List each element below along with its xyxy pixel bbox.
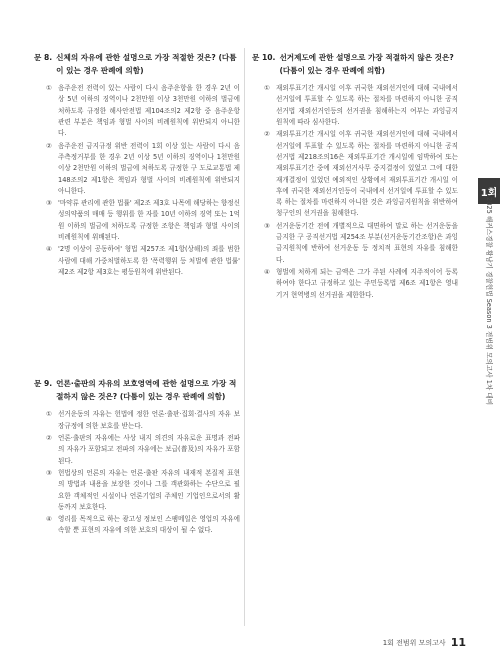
question-10 bbox=[252, 52, 458, 301]
option-list bbox=[46, 83, 240, 278]
option-text: 형벌에 처하게 되는 금액은 그가 주된 사례에 지주적이어 등록하여야 한다고 규정하고 있는 주민등록법 제6조 제1항은 영내 기거 현역병의 선거권을 제한한다. bbox=[276, 267, 458, 299]
option-item bbox=[264, 83, 458, 128]
option-list bbox=[264, 83, 458, 301]
option-text: 선거운동기간 전에 개별적으로 대면하여 말로 하는 선거운동을 금지한 구 공직선거법 제254조 부분(선거운동기간조항)은 과잉금지원칙에 반하여 선거운동 등 정치적 표현의 자유를 침해한다. bbox=[276, 221, 458, 264]
option-mark: ① bbox=[264, 84, 270, 93]
option-mark: ④ bbox=[264, 267, 270, 276]
option-text: 재외투표기간 개시일 이후 귀국한 재외선거인에 대해 국내에서 선거일에 투표할 수 있도록 하는 절차를 마련하지 아니한 공직선거법 재외선거인등의 선거권을 침해하는지 여부는 과잉금지원칙에 따라 심사한다. bbox=[276, 84, 458, 127]
series-title: 2025 해커스경찰 황남기 경찰헌법 Season 3 전범위 모의고사 1차 대비 bbox=[485, 197, 493, 406]
option-item bbox=[46, 83, 240, 139]
question-9 bbox=[34, 378, 240, 536]
option-item bbox=[264, 221, 458, 266]
option-mark: ④ bbox=[46, 245, 52, 254]
option-mark: ① bbox=[46, 84, 52, 93]
option-item bbox=[46, 468, 240, 513]
option-list bbox=[46, 409, 240, 536]
option-text: 음주운전 금지규정 위반 전력이 1회 이상 있는 사람이 다시 음주측정거부를 한 경우 2년 이상 5년 이하의 징역이나 1천만원 이상 2천만원 이하의 벌금에 처하도록 규정한 구 도로교통법 제148조의2 제1항은 책임과 형벌 사이의 비례원칙에 위반되지 아니한다. bbox=[58, 141, 240, 195]
option-item bbox=[264, 129, 458, 219]
question-stem: 신체의 자유에 관한 설명으로 가장 적절한 것은? (다툼이 있는 경우 판례에 의함) bbox=[56, 53, 237, 75]
option-item bbox=[264, 267, 458, 301]
option-text: 언론·출판의 자유에는 사상 내지 의견의 자유로운 표명과 전파의 자유가 포함되고 전파의 자유에는 보급(普及)의 자유가 포함된다. bbox=[58, 434, 240, 465]
question-number: 문 9. bbox=[34, 379, 53, 389]
column-divider bbox=[244, 48, 245, 626]
left-column bbox=[34, 52, 240, 547]
option-item bbox=[46, 433, 240, 467]
page-footer bbox=[383, 636, 466, 649]
question-number: 문 10. bbox=[252, 53, 276, 62]
option-text: '2명 이상이 공동하여' 형법 제257조 제1항(상해)의 죄를 범한 사람에 대해 가중처벌하도록 한 '폭력행위 등 처벌에 관한 법률' 제2조 제2항 제3호는 평등원칙에 위반된다. bbox=[58, 245, 240, 276]
option-text: 음주운전 전력이 있는 사람이 다시 음주운항을 한 경우 2년 이상 5년 이하의 징역이나 2천만원 이상 3천만원 이하의 벌금에 처하도록 규정한 해사안전법 제104조의2 제2항 중 음주운항 관련 부분은 책임과 형벌 사이의 비례원칙에 위반되지 아니한다. bbox=[58, 84, 240, 138]
option-mark: ② bbox=[264, 130, 270, 139]
question-stem: 선거제도에 관한 설명으로 가장 적절하지 않은 것은? (다툼이 있는 경우 판례에 의함) bbox=[279, 53, 454, 75]
option-mark: ③ bbox=[264, 221, 270, 230]
option-item bbox=[46, 198, 240, 243]
option-mark: ③ bbox=[46, 468, 52, 477]
option-text: '마약류 관리에 관한 법률' 제2조 제3호 나목에 해당하는 향정신성의약품의 매매 등 행위를 한 자를 10년 이하의 징역 또는 1억원 이하의 벌금에 처하도록 규정한 조항은 책임과 형벌 사이의 비례원칙에 위배된다. bbox=[58, 199, 240, 242]
right-column bbox=[252, 52, 458, 311]
footer-label: 1회 전범위 모의고사 bbox=[382, 638, 446, 647]
question-number: 문 8. bbox=[34, 53, 53, 62]
option-item bbox=[46, 514, 240, 537]
option-mark: ② bbox=[46, 434, 52, 443]
option-mark: ① bbox=[46, 410, 52, 419]
option-mark: ④ bbox=[46, 515, 52, 524]
option-item bbox=[46, 409, 240, 432]
question-stem: 언론·출판의 자유의 보호영역에 관한 설명으로 가장 적절하지 않은 것은? (다툼이 있는 경우 판례에 의함) bbox=[56, 379, 237, 401]
option-mark: ③ bbox=[46, 199, 52, 208]
option-mark: ② bbox=[46, 141, 52, 150]
question-8 bbox=[34, 52, 240, 278]
option-item bbox=[46, 141, 240, 197]
option-text: 선거운동의 자유는 헌법에 정한 언론·출판·집회·결사의 자유 보장규정에 의한 보호를 받는다. bbox=[58, 410, 240, 430]
option-text: 영리를 목적으로 하는 광고성 정보인 스팸메일은 영업의 자유에 속할 뿐 표현의 자유에 의한 보호의 대상이 될 수 없다. bbox=[58, 515, 240, 535]
chapter-tab: 1회 bbox=[478, 178, 500, 204]
option-text: 재외투표기간 개시일 이후 귀국한 재외선거인에 대해 국내에서 선거일에 투표할 수 있도록 하는 절차를 마련하지 아니한 공직선거법 제218조의16은 재외투표기간 개시일에 임박하여 또는 재외투표기간 중에 재외선거사무 중지결정이 있었고 그에 대한 재개결정이 있었던 예외적인 상황에서 재외투표기간 개시일 이후에 귀국한 재외선거인등이 국내에서 선거일에 투표할 수 있도록 하는 절차를 마련하지 아니한 것은 과잉금지원칙을 위반하여 청구인의 선거권을 침해한다. bbox=[276, 130, 458, 218]
answer-space bbox=[34, 288, 240, 378]
option-text: 헌법상의 언론의 자유는 언론·출판 자유의 내재적 본질적 표현의 방법과 내용을 보장한 것이나 그를 객관화하는 수단으로 필요한 객체적인 시설이나 언론기업의 주체인 기업인으로서의 활동까지 보호한다. bbox=[58, 468, 240, 511]
page-number: 11 bbox=[450, 636, 466, 649]
option-item bbox=[46, 244, 240, 278]
